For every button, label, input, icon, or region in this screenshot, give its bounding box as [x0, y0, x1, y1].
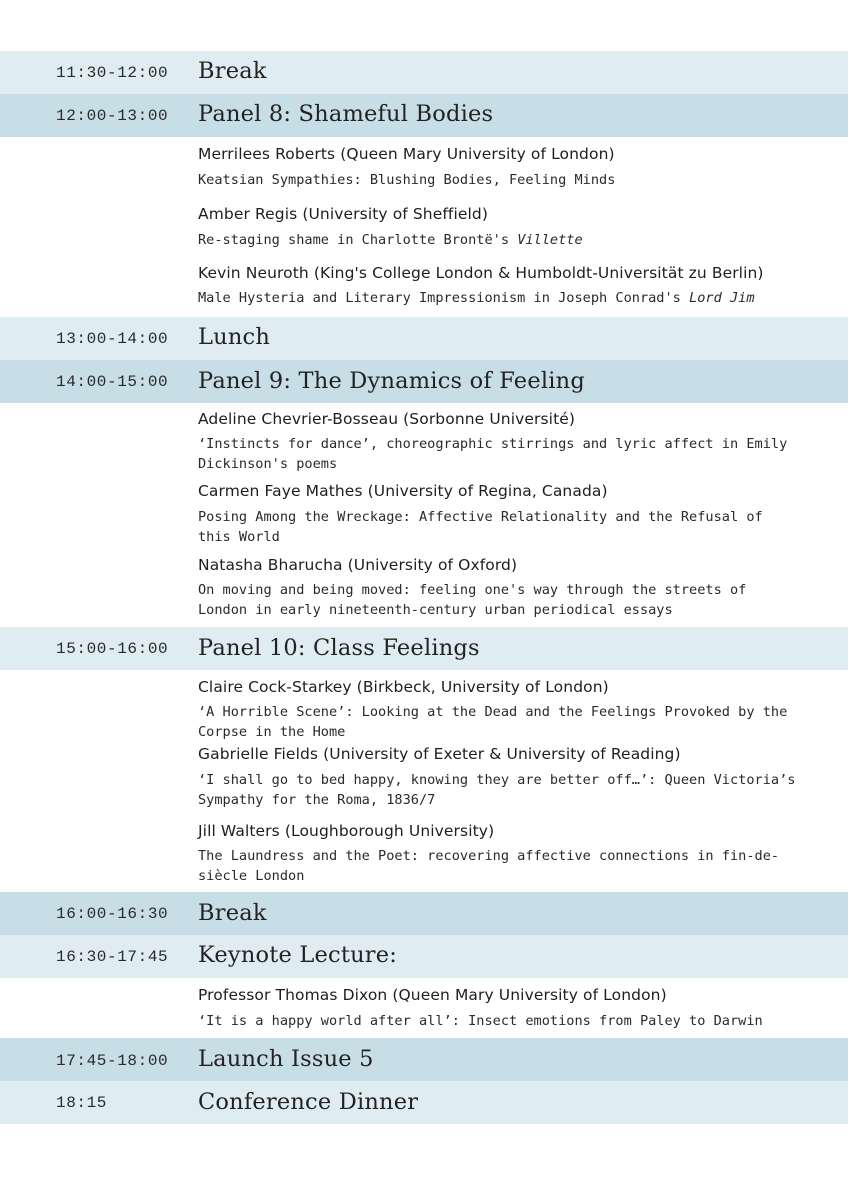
session-title: Conference Dinner: [198, 1089, 419, 1115]
talk-title: ‘It is a happy world after all’: Insect emotions from Paley to Darwin: [198, 1013, 763, 1029]
session-title: Panel 10: Class Feelings: [198, 635, 480, 661]
speaker-name: Natasha Bharucha (University of Oxford): [198, 556, 518, 574]
session-title: Break: [198, 58, 267, 84]
talk-title-text: Re-staging shame in Charlotte Brontë's: [198, 232, 518, 248]
speaker-name: Kevin Neuroth (King's College London & Humboldt-Universität zu Berlin): [198, 264, 764, 282]
session-time: 16:30-17:45: [56, 948, 169, 966]
session-row-break-1: [0, 51, 848, 94]
session-time: 16:00-16:30: [56, 905, 169, 923]
speaker-name: Professor Thomas Dixon (Queen Mary University of London): [198, 986, 667, 1004]
session-title: Lunch: [198, 324, 271, 350]
session-row-panel-9: [0, 360, 848, 403]
speaker-name: Carmen Faye Mathes (University of Regina, Canada): [198, 482, 608, 500]
session-time: 18:15: [56, 1094, 108, 1112]
session-time: 14:00-15:00: [56, 373, 169, 391]
talk-title: [198, 230, 798, 250]
talk-title: The Laundress and the Poet: recovering affective connections in fin-de-siècle London: [198, 848, 780, 884]
session-row-dinner: [0, 1081, 848, 1124]
session-row-keynote: [0, 935, 848, 978]
session-title: Launch Issue 5: [198, 1046, 374, 1072]
session-row-panel-8: [0, 94, 848, 137]
session-time: 11:30-12:00: [56, 64, 169, 82]
talk-title-text: Male Hysteria and Literary Impressionism in Joseph Conrad's: [198, 290, 690, 306]
speaker-name: Merrilees Roberts (Queen Mary University of London): [198, 145, 615, 163]
speaker-name: Gabrielle Fields (University of Exeter & University of Reading): [198, 745, 681, 763]
talk-title: On moving and being moved: feeling one's way through the streets of London in early nineteenth-century urban periodical essays: [198, 582, 747, 618]
talk-title-italic: Villette: [517, 232, 583, 248]
session-time: 13:00-14:00: [56, 330, 169, 348]
talk-title: [198, 288, 798, 308]
session-row-lunch: [0, 317, 848, 360]
speaker-name: Amber Regis (University of Sheffield): [198, 205, 489, 223]
session-row-panel-10: [0, 627, 848, 670]
session-title: Panel 8: Shameful Bodies: [198, 101, 494, 127]
talk-title: ‘A Horrible Scene’: Looking at the Dead and the Feelings Provoked by the Corpse in the Home: [198, 704, 788, 740]
talk-title-italic: Lord Jim: [689, 290, 755, 306]
session-title: Keynote Lecture:: [198, 942, 398, 968]
talk-title: ‘I shall go to bed happy, knowing they are better off…’: Queen Victoria’s Sympathy for the Roma, 1836/7: [198, 772, 796, 808]
session-title: Panel 9: The Dynamics of Feeling: [198, 368, 585, 394]
session-row-launch: [0, 1038, 848, 1081]
speaker-name: Jill Walters (Loughborough University): [198, 822, 495, 840]
speaker-name: Claire Cock-Starkey (Birkbeck, University of London): [198, 678, 609, 696]
speaker-name: Adeline Chevrier-Bosseau (Sorbonne Université): [198, 410, 576, 428]
talk-title: Keatsian Sympathies: Blushing Bodies, Feeling Minds: [198, 172, 616, 188]
session-time: 12:00-13:00: [56, 107, 169, 125]
session-time: 15:00-16:00: [56, 640, 169, 658]
talk-title: ‘Instincts for dance’, choreographic stirrings and lyric affect in Emily Dickinson's poems: [198, 436, 788, 472]
talk-title: Posing Among the Wreckage: Affective Relationality and the Refusal of this World: [198, 509, 763, 545]
session-time: 17:45-18:00: [56, 1052, 169, 1070]
session-row-break-2: [0, 892, 848, 935]
session-title: Break: [198, 900, 267, 926]
